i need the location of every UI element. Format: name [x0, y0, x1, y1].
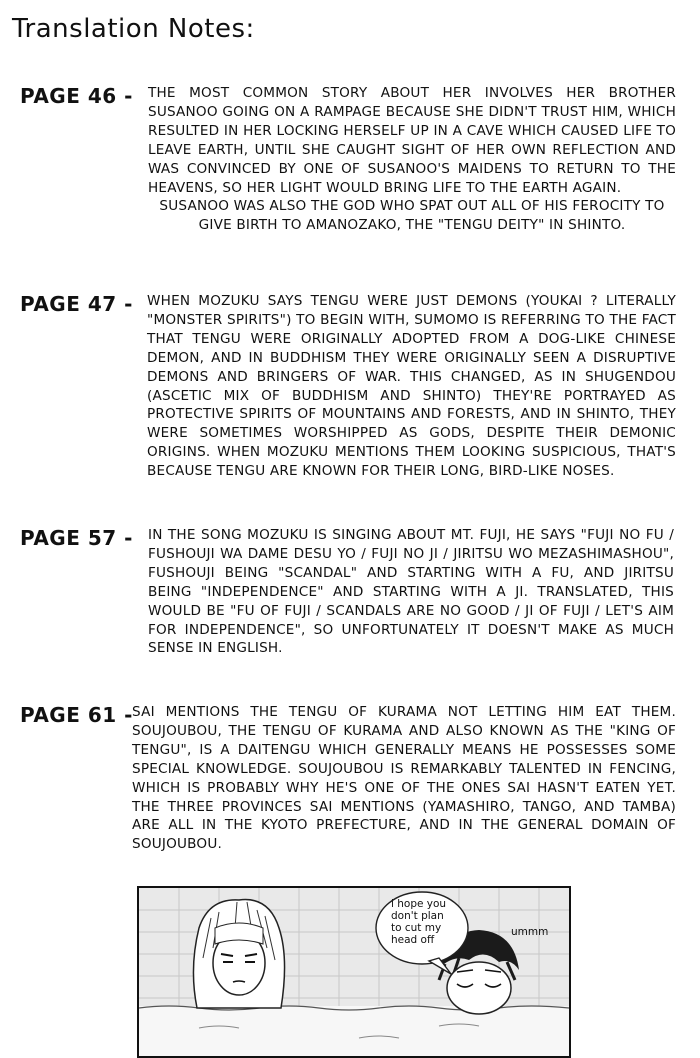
note-label: PAGE 46 - [20, 84, 133, 108]
manga-panel-illustration [139, 888, 569, 1056]
bubble-line: head off [391, 934, 435, 946]
manga-panel [137, 886, 571, 1058]
bubble-line: to cut my [391, 922, 442, 934]
bubble-line: don't plan [391, 910, 444, 922]
note-body [148, 526, 674, 658]
note-body [147, 292, 676, 481]
note-label: PAGE 57 - [20, 526, 133, 550]
character-left [193, 900, 284, 1008]
bubble-line: i hope you [391, 898, 447, 910]
note-paragraph: SUSANOO WAS ALSO THE GOD WHO SPAT OUT ALL OF HIS FEROCITY TO GIVE BIRTH TO AMANOZAKO, THE "TENGU DEITY" IN SHINTO. [159, 198, 665, 234]
note-label: PAGE 61 - [20, 703, 133, 727]
note-body [132, 703, 676, 854]
note-paragraph: SAI MENTIONS THE TENGU OF KURAMA NOT LETTING HIM EAT THEM. SOUJOUBOU, THE TENGU OF KURAMA AND ALSO KNOWN AS THE "KING OF TENGU", IS A DAITENGU WHICH GENERALLY MEANS HE POSSESSES SOME SPECIAL KNOWLEDGE. SOUJOUBOU IS REMARKABLY TALENTED IN FENCING, WHICH IS PROBABLY WHY HE'S ONE OF THE ONES SAI HASN'T EATEN YET. THE THREE PROVINCES SAI MENTIONS (YAMASHIRO, TANGO, AND TAMBA) ARE ALL IN THE KYOTO PREFECTURE, AND IN THE GENERAL DOMAIN OF SOUJOUBOU. [132, 704, 676, 853]
speech-bubble-text [391, 898, 446, 946]
note-label: PAGE 47 - [20, 292, 133, 316]
note-paragraph: WHEN MOZUKU SAYS TENGU WERE JUST DEMONS (YOUKAI ? LITERALLY "MONSTER SPIRITS") TO BEGIN WITH, SUMOMO IS REFERRING TO THE FACT THAT TENGU WERE ORIGINALLY ADOPTED FROM A DOG-LIKE CHINESE DEMON, AND IN BUDDHISM THEY WERE ORIGINALLY SEEN A DISRUPTIVE DEMONS AND BRINGERS OF WAR. THIS CHANGED, AS IN SHUGENDOU (ASCETIC MIX OF BUDDHISM AND SHINTO) THEY'RE PORTRAYED AS PROTECTIVE SPIRITS OF MOUNTAINS AND FORESTS, AND IN SHINTO, THEY WERE SOMETIMES WORSHIPPED AS GODS, DESPITE THEIR DEMONIC ORIGINS. WHEN MOZUKU MENTIONS THEM LOOKING SUSPICIOUS, THAT'S BECAUSE TENGU ARE KNOWN FOR THEIR LONG, BIRD-LIKE NOSES. [147, 293, 676, 480]
note-body [148, 84, 676, 235]
page-title: Translation Notes: [12, 14, 255, 44]
sound-effect-text: ummm [511, 926, 549, 938]
note-paragraph: THE MOST COMMON STORY ABOUT HER INVOLVES HER BROTHER SUSANOO GOING ON A RAMPAGE BECAUSE SHE DIDN'T TRUST HIM, WHICH RESULTED IN HER LOCKING HERSELF UP IN A CAVE WHICH CAUSED LIFE TO LEAVE EARTH, UNTIL SHE CAUGHT SIGHT OF HER OWN REFLECTION AND WAS CONVINCED BY ONE OF SUSANOO'S MAIDENS TO RETURN TO THE HEAVENS, SO HER LIGHT WOULD BRING LIFE TO THE EARTH AGAIN. [148, 85, 676, 196]
note-paragraph: IN THE SONG MOZUKU IS SINGING ABOUT MT. FUJI, HE SAYS "FUJI NO FU / FUSHOUJI WA DAME DESU YO / FUJI NO JI / JIRITSU WO MEZASHIMASHOU", FUSHOUJI BEING "SCANDAL" AND STARTING WITH A FU, AND JIRITSU BEING "INDEPENDENCE" AND STARTING WITH A JI. TRANSLATED, THIS WOULD BE "FU OF FUJI / SCANDALS ARE NO GOOD / JI OF FUJI / LET'S AIM FOR INDEPENDENCE", SO UNFORTUNATELY IT DOESN'T MAKE AS MUCH SENSE IN ENGLISH. [148, 527, 674, 657]
